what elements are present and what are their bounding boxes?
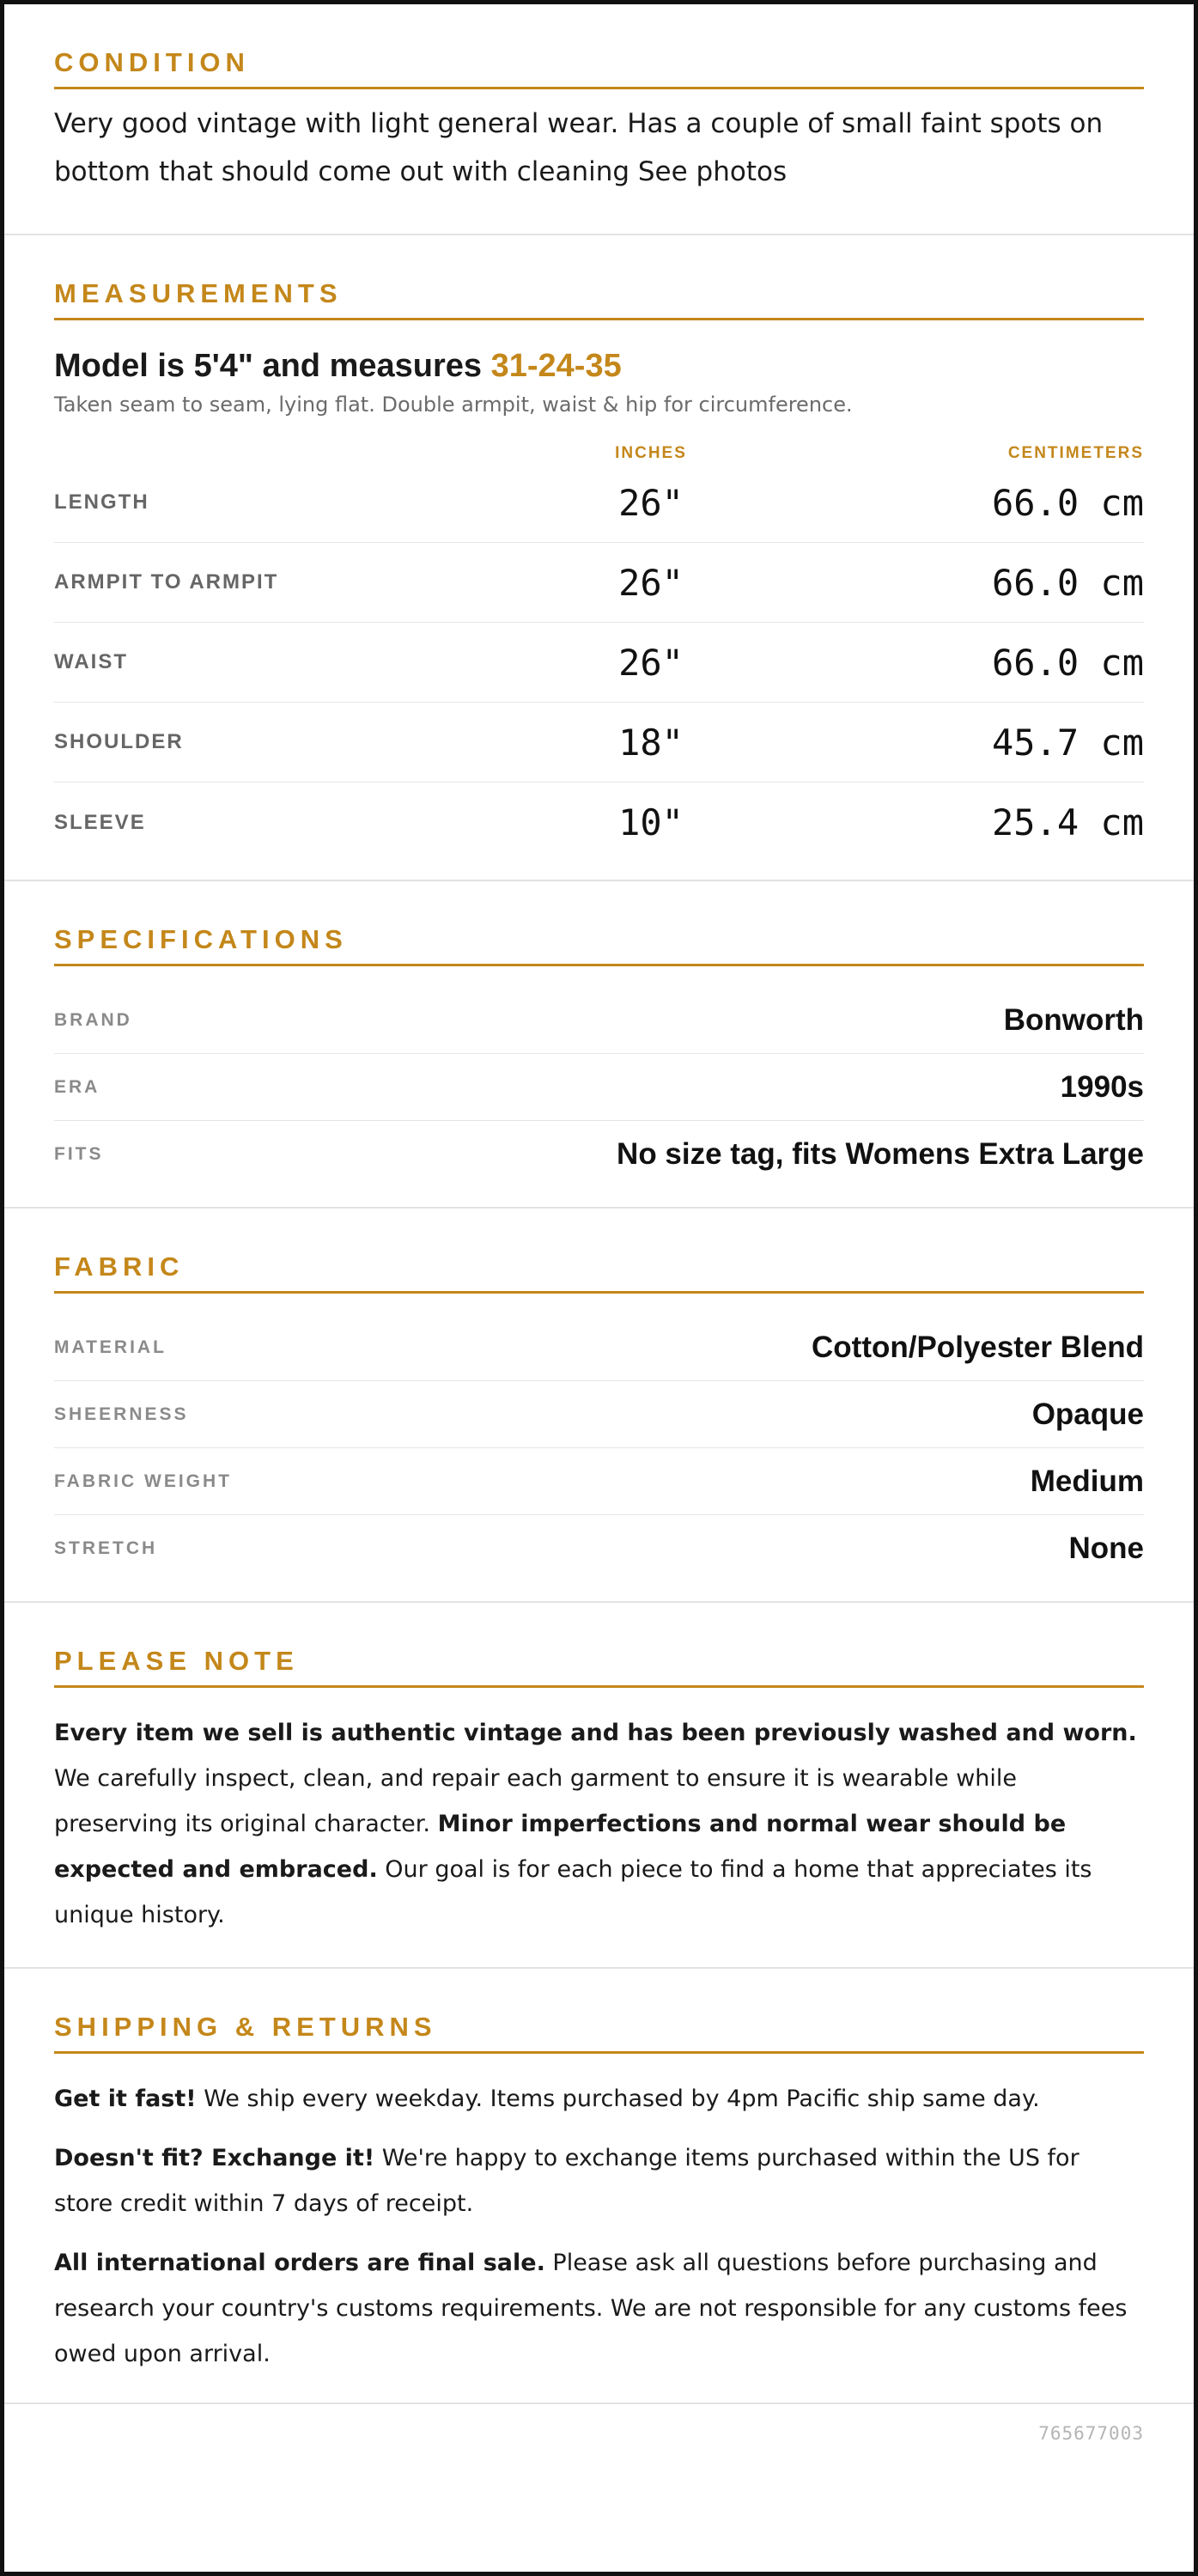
measurement-inches: 18": [618, 721, 684, 764]
shipping-title: SHIPPING & RETURNS: [54, 2012, 1144, 2054]
spec-row-era: [54, 1054, 1144, 1121]
fabric-value: None: [1068, 1532, 1144, 1565]
fabric-row-material: [54, 1314, 1144, 1381]
fabric-value: Opaque: [1031, 1397, 1144, 1431]
measurement-row: [54, 623, 1144, 703]
fabric-row-stretch: [54, 1515, 1144, 1582]
measurement-cm: 66.0 cm: [991, 561, 1144, 604]
sku-number: 765677003: [1038, 2423, 1144, 2444]
measurement-label: SLEEVE: [54, 810, 146, 834]
measurement-row: [54, 463, 1144, 543]
measurements-title: MEASUREMENTS: [54, 278, 1144, 320]
note-bold-2: Minor imperfections and normal wear should be expected and embraced.: [54, 1811, 1067, 1883]
measurement-row: [54, 703, 1144, 783]
measurement-label: ARMPIT TO ARMPIT: [54, 570, 279, 594]
fabric-row-sheerness: [54, 1381, 1144, 1448]
inches-column-header: INCHES: [615, 444, 687, 462]
condition-title: CONDITION: [54, 47, 1144, 89]
spec-key: ERA: [54, 1076, 100, 1097]
spec-row-fits: [54, 1121, 1144, 1188]
shipping-paragraph-fast: [54, 2076, 1144, 2122]
measurements-table: [54, 463, 1144, 880]
spec-row-brand: [54, 987, 1144, 1054]
shipping-paragraph-international: [54, 2240, 1144, 2377]
fabric-section: [4, 1209, 1194, 1603]
note-text-2: Our goal is for each piece to find a home that appreciates its unique history.: [54, 1856, 1092, 1928]
shipping-section: [4, 1969, 1194, 2404]
please-note-section: [4, 1603, 1194, 1969]
please-note-title: PLEASE NOTE: [54, 1646, 1144, 1688]
fabric-value: Medium: [1030, 1464, 1144, 1498]
ship-text-3: Please ask all questions before purchasing and research your country's customs requirements. We are not responsible for any customs fees owed upon arrival.: [54, 2250, 1128, 2367]
fabric-value: Cotton/Polyester Blend: [812, 1330, 1144, 1364]
ship-bold-2: Doesn't fit? Exchange it!: [54, 2145, 375, 2171]
condition-text: Very good vintage with light general wear. Has a couple of small faint spots on bottom that should come out with cleaning See photos: [54, 108, 1104, 187]
please-note-body: [54, 1688, 1144, 1967]
note-text-1: We carefully inspect, clean, and repair each garment to ensure it is wearable while preserving its original character.: [54, 1765, 1018, 1837]
fabric-key: FABRIC WEIGHT: [54, 1471, 232, 1491]
model-prefix: Model is 5'4" and measures: [54, 348, 491, 384]
measurements-header: [54, 418, 1144, 463]
measurements-subtitle: Taken seam to seam, lying flat. Double armpit, waist & hip for circumference.: [54, 393, 853, 417]
fabric-row-weight: [54, 1448, 1144, 1515]
measurement-inches: 26": [618, 561, 684, 604]
spec-value: Bonworth: [1003, 1002, 1144, 1037]
spec-value: No size tag, fits Womens Extra Large: [617, 1137, 1144, 1171]
measurement-label: WAIST: [54, 650, 128, 673]
measurement-row: [54, 543, 1144, 623]
condition-section: [4, 4, 1194, 235]
measurement-cm: 66.0 cm: [991, 641, 1144, 684]
footer: [4, 2404, 1194, 2444]
note-bold-1: Every item we sell is authentic vintage and has been previously washed and worn.: [54, 1720, 1137, 1746]
spec-value: 1990s: [1060, 1069, 1144, 1104]
measurement-inches: 10": [618, 801, 684, 843]
ship-text-2: We're happy to exchange items purchased within the US for store credit within 7 days of receipt.: [54, 2145, 1079, 2217]
model-measurements: [54, 320, 1144, 386]
fabric-key: SHEERNESS: [54, 1404, 189, 1424]
measurement-label: LENGTH: [54, 490, 149, 514]
measurement-cm: 45.7 cm: [991, 721, 1144, 764]
measurements-section: [4, 235, 1194, 881]
measurement-label: SHOULDER: [54, 730, 184, 753]
measurement-row: [54, 783, 1144, 862]
fabric-key: MATERIAL: [54, 1337, 167, 1357]
shipping-paragraph-exchange: [54, 2135, 1144, 2226]
measurement-inches: 26": [618, 641, 684, 684]
specifications-list: [54, 966, 1144, 1207]
measurement-cm: 25.4 cm: [991, 801, 1144, 843]
spec-key: BRAND: [54, 1009, 132, 1030]
shipping-body: [54, 2054, 1144, 2402]
fabric-title: FABRIC: [54, 1251, 1144, 1294]
centimeters-column-header: CENTIMETERS: [1007, 444, 1144, 462]
ship-text-1: We ship every weekday. Items purchased by 4pm Pacific ship same day.: [196, 2086, 1040, 2112]
measurement-cm: 66.0 cm: [991, 481, 1144, 524]
measurement-inches: 26": [618, 481, 684, 524]
ship-bold-1: Get it fast!: [54, 2086, 197, 2112]
fabric-list: [54, 1294, 1144, 1601]
spec-key: FITS: [54, 1144, 104, 1164]
model-measures-value: 31-24-35: [490, 348, 622, 384]
fabric-key: STRETCH: [54, 1538, 158, 1558]
specifications-section: [4, 881, 1194, 1209]
please-note-paragraph: [54, 1710, 1144, 1938]
ship-bold-3: All international orders are final sale.: [54, 2250, 545, 2276]
specifications-title: SPECIFICATIONS: [54, 924, 1144, 966]
